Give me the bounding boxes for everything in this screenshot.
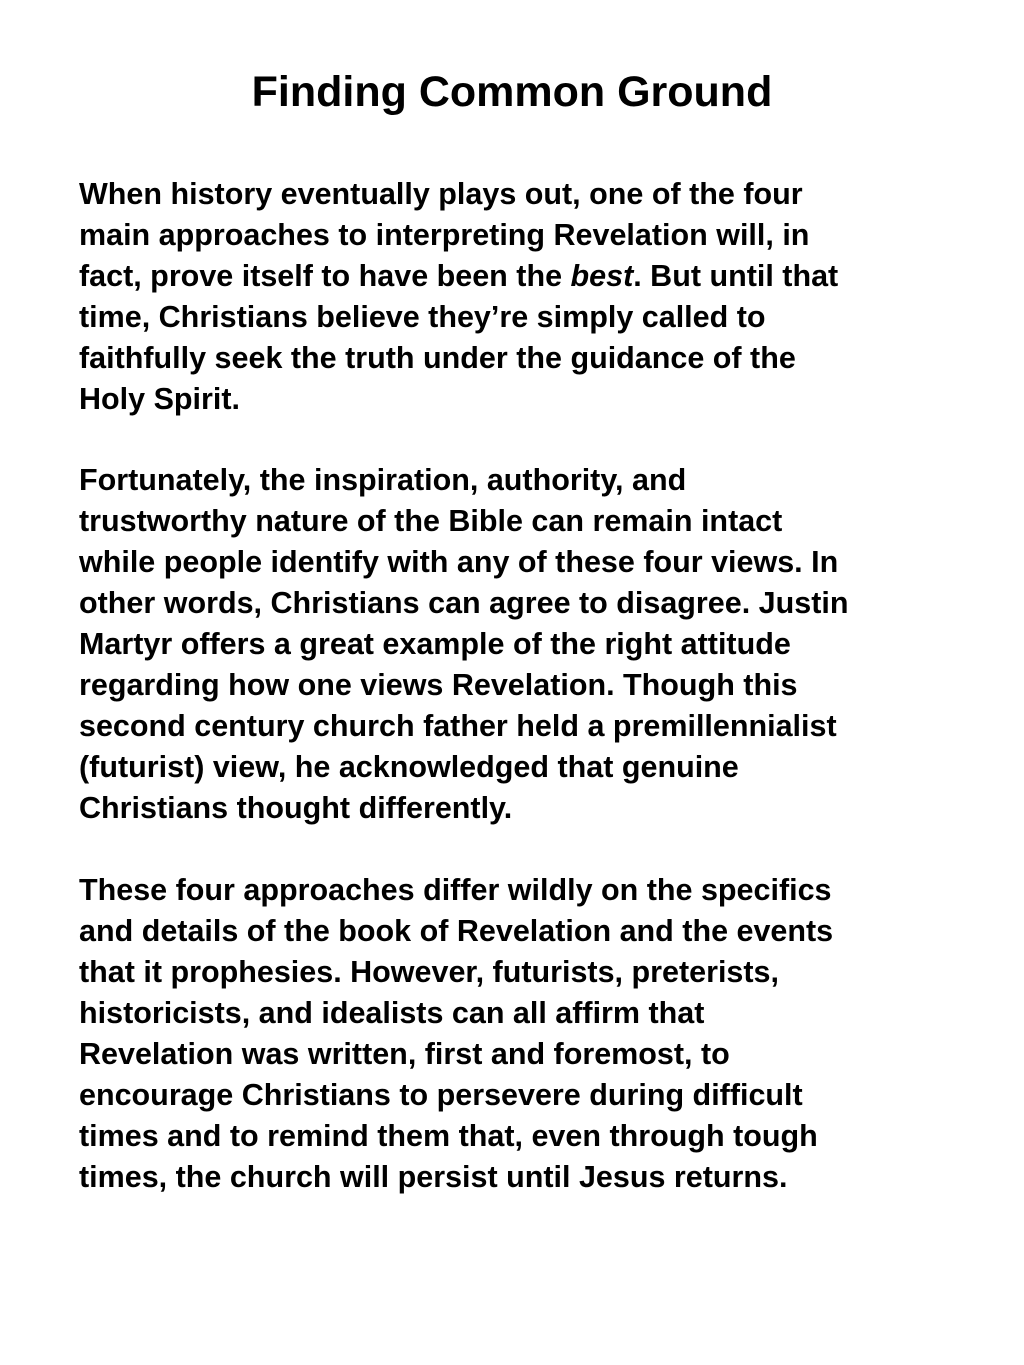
paragraph-2-line: Martyr offers a great example of the right attitude [79,627,791,661]
text-segment: . But until that [633,259,839,293]
paragraph-2-line: second century church father held a premillennialist [79,709,837,743]
paragraph-2-line: other words, Christians can agree to disagree. Justin [79,586,849,620]
paragraph-3-line: historicists, and idealists can all affirm that [79,996,705,1030]
paragraph-2-line: regarding how one views Revelation. Though this [79,668,798,702]
paragraph-3-line: that it prophesies. However, futurists, preterists, [79,955,779,989]
paragraph-3-line: encourage Christians to persevere during difficult [79,1078,803,1112]
paragraph-3-line: These four approaches differ wildly on the specifics [79,873,832,907]
paragraph-1 [79,174,979,420]
paragraph-2-line: while people identify with any of these four views. In [79,545,839,579]
emphasis-text: best [570,259,634,293]
paragraph-1-line: When history eventually plays out, one of the four [79,177,803,211]
paragraph-3 [79,870,979,1198]
text-segment: fact, prove itself to have been the [79,259,571,293]
paragraph-1-line: main approaches to interpreting Revelation will, in [79,218,810,252]
paragraph-3-line: times, the church will persist until Jesus returns. [79,1160,788,1194]
paragraph-1-line: Holy Spirit. [79,382,240,416]
paragraph-3-line: and details of the book of Revelation and the events [79,914,834,948]
paragraph-2-line: Christians thought differently. [79,791,513,825]
paragraph-2-line: trustworthy nature of the Bible can remain intact [79,504,783,538]
paragraph-2 [79,460,979,829]
paragraph-2-line: Fortunately, the inspiration, authority, and [79,463,687,497]
paragraph-1-line [79,256,979,297]
paragraph-3-line: times and to remind them that, even through tough [79,1119,818,1153]
paragraph-2-line: (futurist) view, he acknowledged that genuine [79,750,739,784]
paragraph-1-line: time, Christians believe they’re simply called to [79,300,766,334]
paragraph-1-line: faithfully seek the truth under the guidance of the [79,341,796,375]
page-title: Finding Common Ground [251,68,773,116]
paragraph-3-line: Revelation was written, first and foremost, to [79,1037,730,1071]
